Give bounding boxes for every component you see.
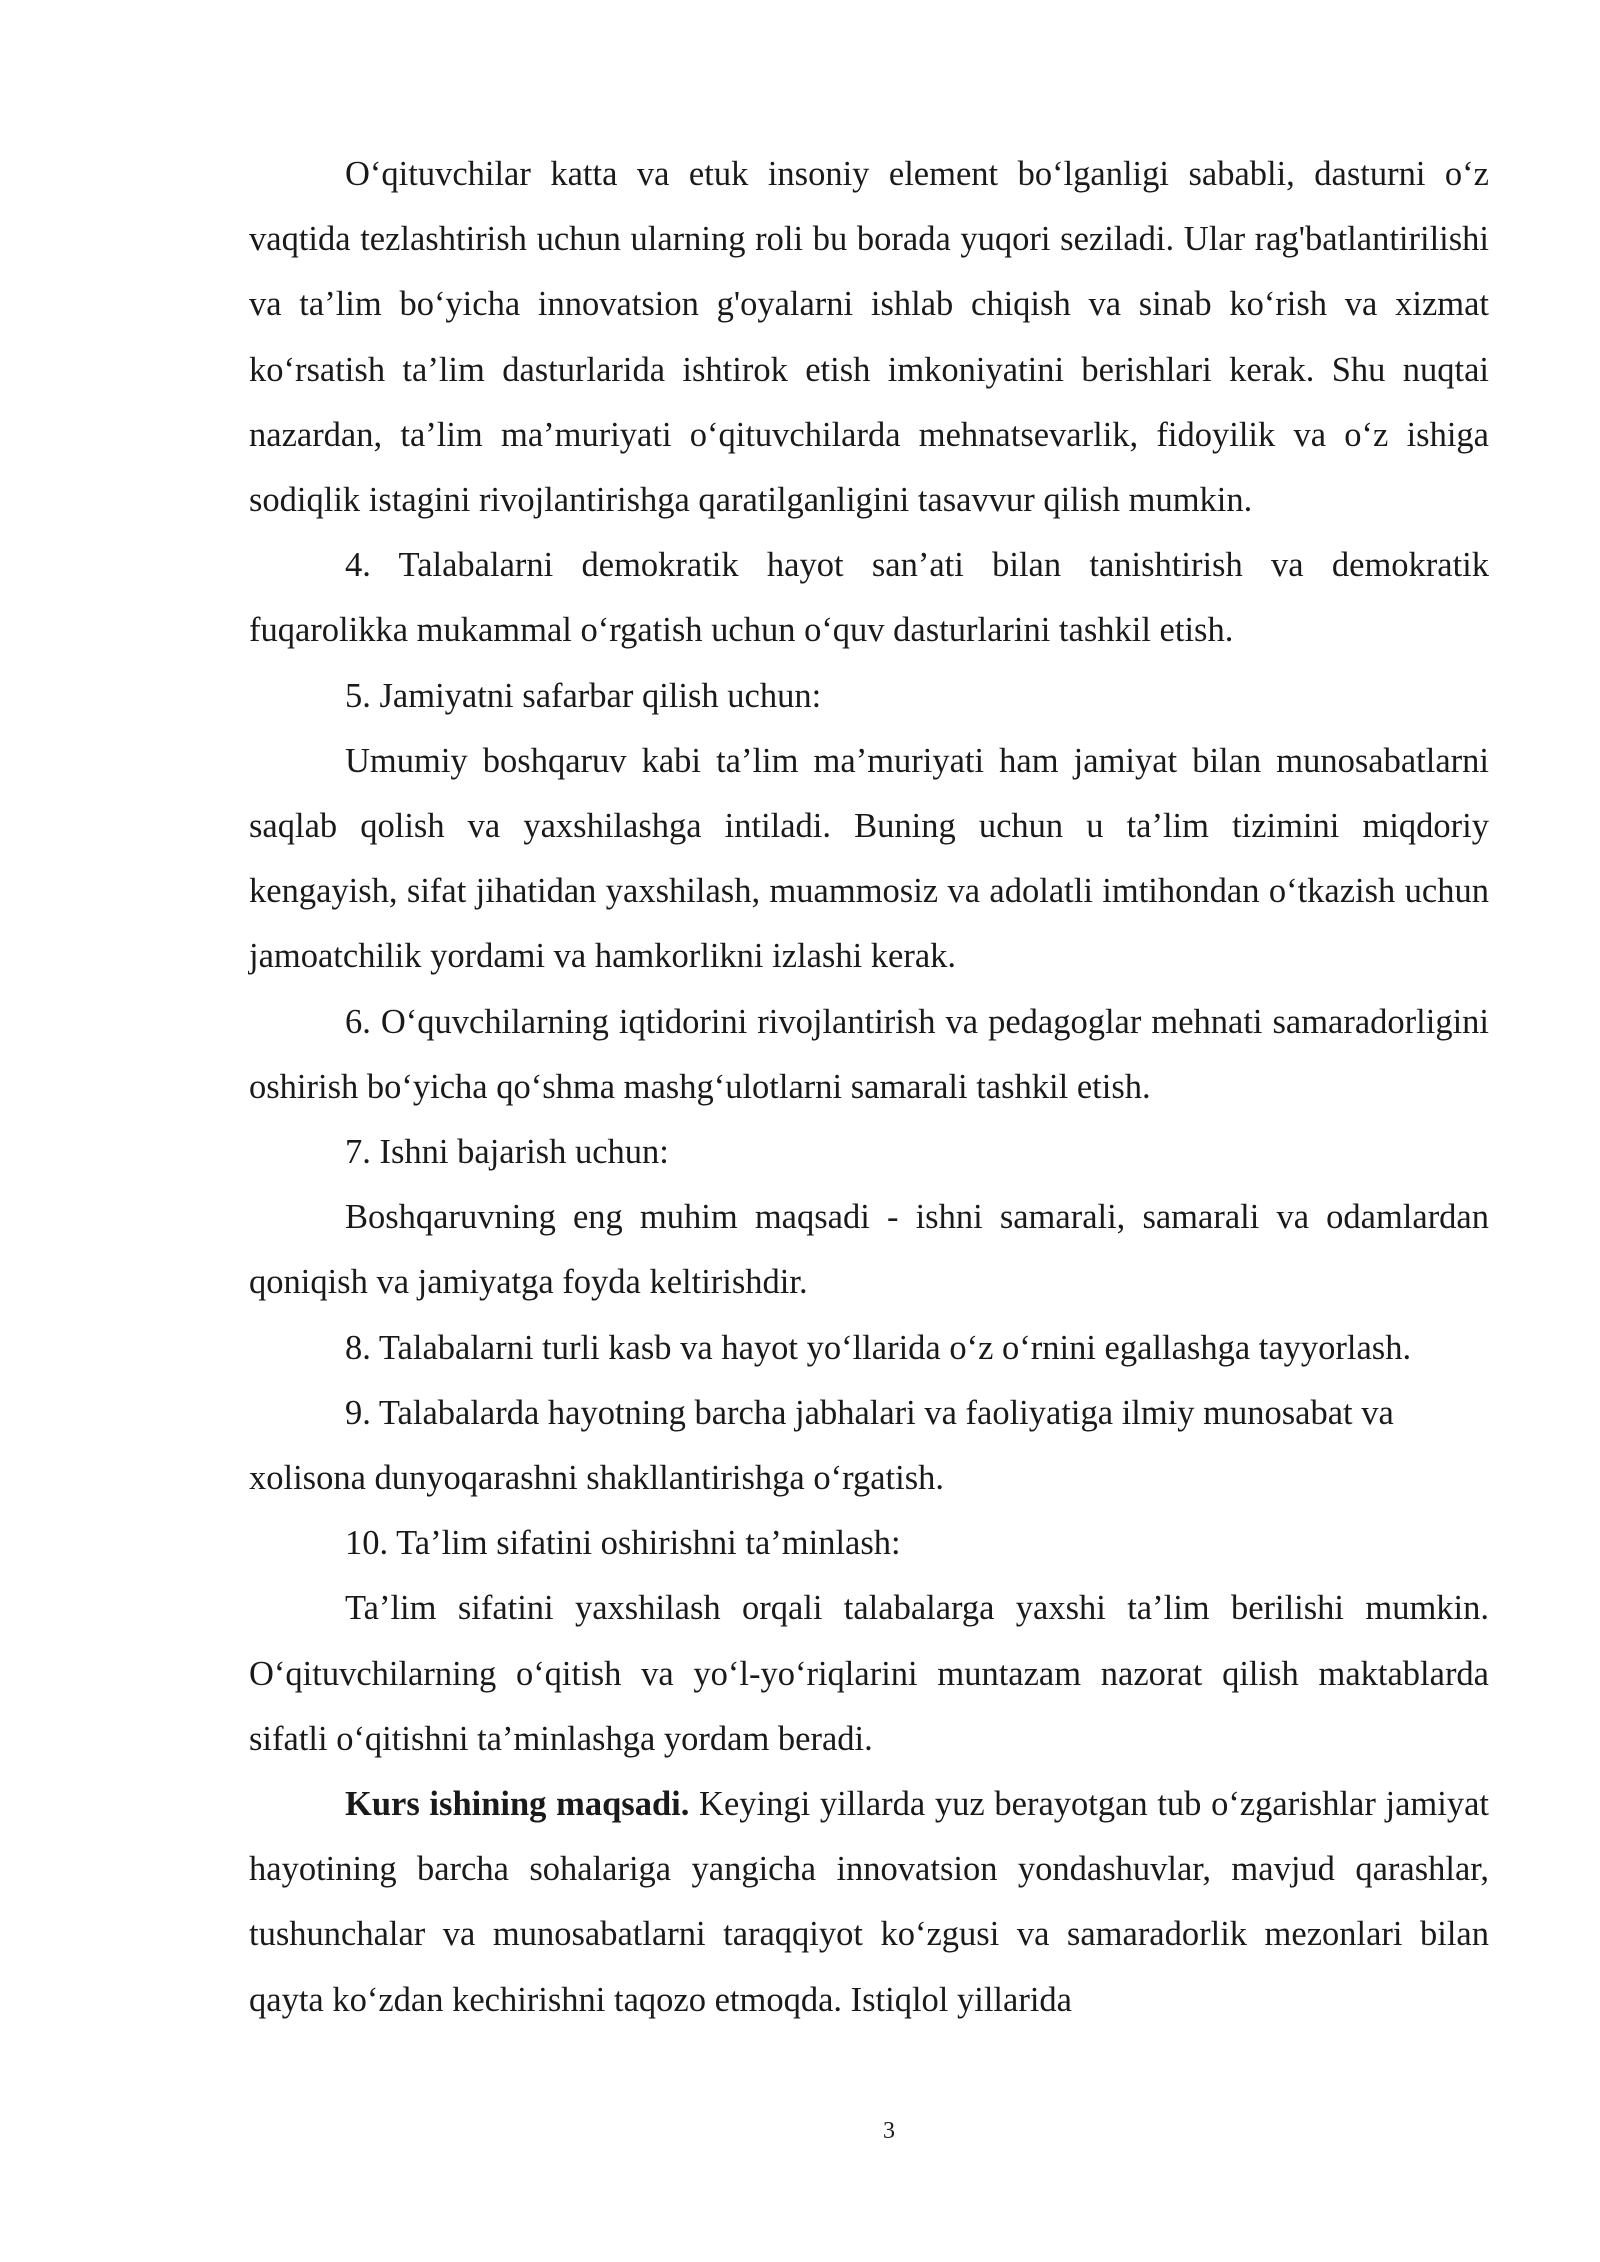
paragraph-society-relations: Umumiy boshqaruv kabi ta’lim ma’muriyati ham jamiyat bilan munosabatlarni saqlab qolish va yaxshilashga intiladi. Buning uchun u ta’lim tizimini miqdoriy kengayish, sifat jihatidan yaxshilash, muammosiz va adolatli imtihondan o‘tkazish uchun jamoatchilik yordami va hamkorlikni izlashi kerak. [249, 741, 1489, 976]
document-body [249, 142, 1489, 2033]
course-goal-text: Keyingi yillarda yuz berayotgan tub o‘zgarishlar jamiyat hayotining barcha sohalariga yangicha innovatsion yondashuvlar, mavjud qarashlar, tushunchalar va munosabatlarni taraqqiyot ko‘zgusi va samaradorlik mezonlari bilan qayta ko‘zdan kechirishni taqozo etmoqda. Istiqlol yillarida [249, 1785, 1489, 2019]
paragraph-education-quality: Ta’lim sifatini yaxshilash orqali talabalarga yaxshi ta’lim berilishi mumkin. O‘qituvchilarning o‘qitish va yo‘l-yo‘riqlarini muntazam nazorat qilish maktablarda sifatli o‘qitishni ta’minlashga yordam beradi. [249, 1589, 1489, 1758]
paragraph-item-7-heading: 7. Ishni bajarish uchun: [345, 1133, 669, 1172]
paragraph-management-goal: Boshqaruvning eng muhim maqsadi - ishni samarali, samarali va odamlardan qoniqish va jamiyatga foyda keltirishdir. [249, 1198, 1489, 1302]
paragraph-teachers-role: O‘qituvchilar katta va etuk insoniy element bo‘lganligi sababli, dasturni o‘z vaqtida tezlashtirish uchun ularning roli bu borada yuqori seziladi. Ular rag'batlantirilishi va ta’lim bo‘yicha innovatsion g'oyalarni ishlab chiqish va sinab ko‘rish va xizmat ko‘rsatish ta’lim dasturlarida ishtirok etish imkoniyatini berishlari kerak. Shu nuqtai nazardan, ta’lim ma’muriyati o‘qituvchilarda mehnatsevarlik, fidoyilik va o‘z ishiga sodiqlik istagini rivojlantirishga qaratilganligini tasavvur qilish mumkin. [249, 155, 1489, 520]
paragraph-item-4: 4. Talabalarni demokratik hayot san’ati bilan tanishtirish va demokratik fuqarolikka mukammal o‘rgatish uchun o‘quv dasturlarini tashkil etish. [249, 546, 1489, 650]
course-goal-heading: Kurs ishining maqsadi. [345, 1785, 690, 1824]
paragraph-course-goal [249, 1772, 1489, 2033]
paragraph-item-8: 8. Talabalarni turli kasb va hayot yo‘llarida o‘z o‘rnini egallashga tayyorlash. [345, 1328, 1412, 1367]
paragraph-item-10-heading: 10. Ta’lim sifatini oshirishni ta’minlash: [345, 1524, 901, 1563]
paragraph-item-5-heading: 5. Jamiyatni safarbar qilish uchun: [345, 676, 822, 715]
paragraph-item-6: 6. O‘quvchilarning iqtidorini rivojlantirish va pedagoglar mehnati samaradorligini oshirish bo‘yicha qo‘shma mashg‘ulotlarni samarali tashkil etish. [249, 1002, 1489, 1106]
page-number: 3 [883, 2118, 895, 2144]
paragraph-item-9: 9. Talabalarda hayotning barcha jabhalari va faoliyatiga ilmiy munosabat va xolisona dunyoqarashni shakllantirishga o‘rgatish. [249, 1393, 1394, 1498]
